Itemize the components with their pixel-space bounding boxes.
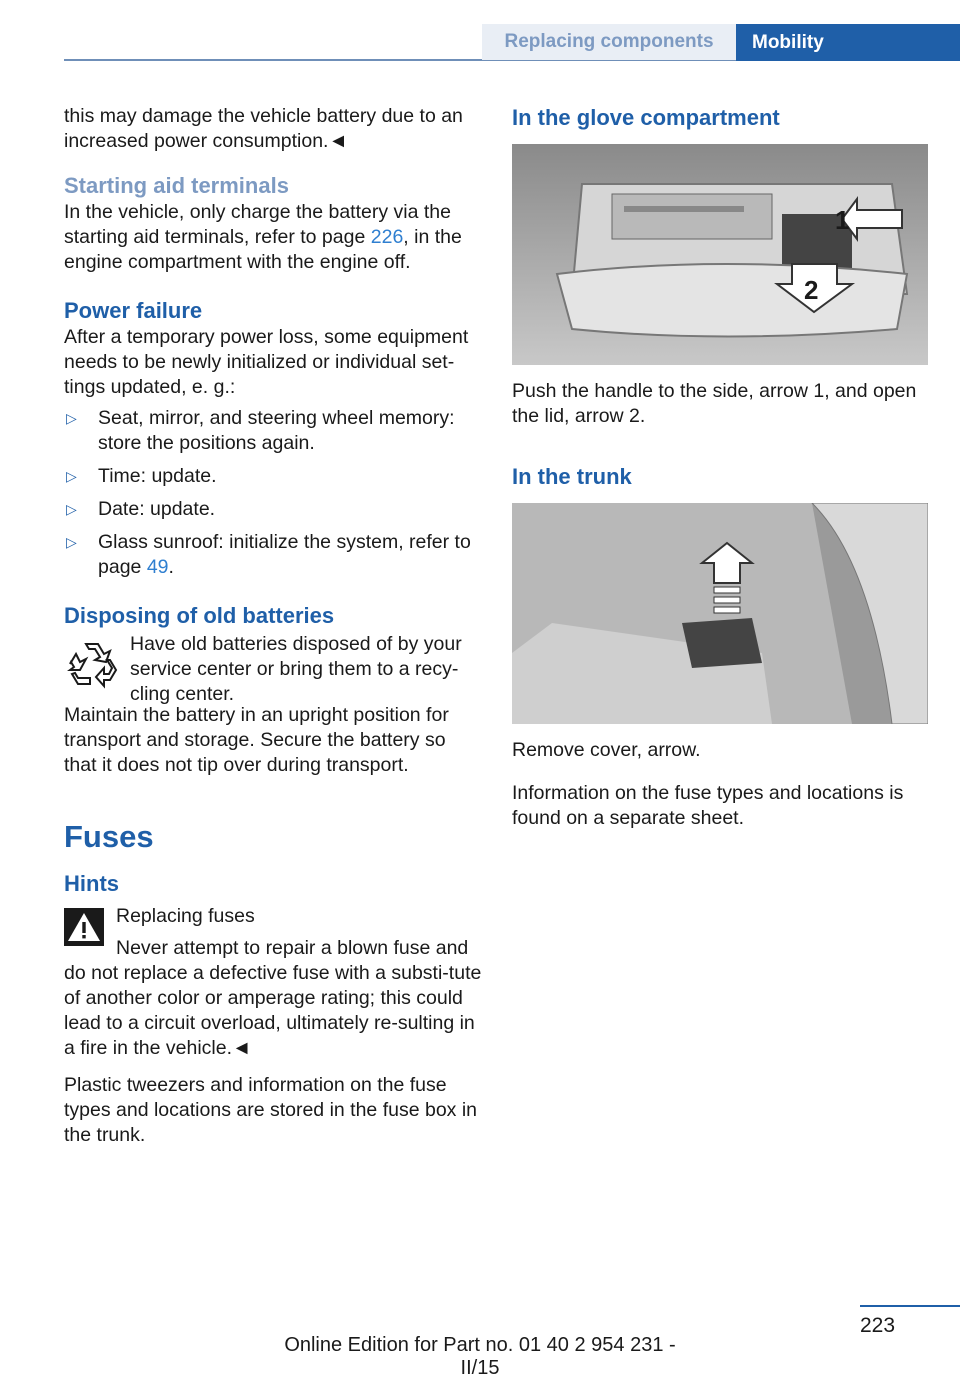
triangle-bullet-icon: ▷ <box>66 410 77 426</box>
recycling-icon <box>64 636 120 692</box>
list-item <box>64 497 482 522</box>
trunk-heading: In the trunk <box>512 464 632 489</box>
list-item <box>64 464 482 489</box>
warning-text <box>64 936 482 1061</box>
warning-text-body: Never attempt to repair a blown fuse and do not replace a defective fuse with a substi-tute of another color or amperage rating; this could lead to a circuit overload, ultimately re-sulting in a fire in the vehicle.◄ <box>64 937 482 1059</box>
list-item-text: Time: update. <box>98 465 217 487</box>
page-link-226[interactable]: 226 <box>370 226 404 248</box>
warning-title: Replacing fuses <box>116 905 255 927</box>
header-section-tab: Replacing components <box>482 24 736 60</box>
trunk-info: Information on the fuse types and locations is found on a separate sheet. <box>512 782 904 829</box>
warning-icon <box>64 908 104 946</box>
footer-rule <box>860 1305 960 1307</box>
power-failure-heading: Power failure <box>64 298 203 323</box>
glove-compartment-photo <box>512 144 928 365</box>
triangle-bullet-icon: ▷ <box>66 468 77 484</box>
arrow-2-label: 2 <box>804 275 819 305</box>
triangle-bullet-icon: ▷ <box>66 501 77 517</box>
hints-paragraph: Plastic tweezers and information on the fuse types and locations are stored in the fuse box in the trunk. <box>64 1074 478 1146</box>
recycling-text: Have old batteries disposed of by your service center or bring them to a recy-cling center. <box>130 633 462 705</box>
list-item <box>64 530 482 580</box>
power-failure-list <box>64 406 482 580</box>
glove-caption: Push the handle to the side, arrow 1, and open the lid, arrow 2. <box>512 380 917 427</box>
page-number: 223 <box>860 1314 896 1337</box>
intro-paragraph: this may damage the vehicle battery due to an increased power consumption.◄ <box>64 105 463 152</box>
trunk-photo <box>512 503 928 724</box>
list-item <box>64 406 482 456</box>
starting-aid-paragraph <box>64 200 482 275</box>
glove-heading: In the glove compartment <box>512 105 780 130</box>
triangle-bullet-icon: ▷ <box>66 534 77 550</box>
recycling-note <box>64 632 482 707</box>
left-column <box>64 104 482 1148</box>
arrow-1-label: 1 <box>835 205 850 235</box>
hints-heading: Hints <box>64 871 119 896</box>
edition-line: Online Edition for Part no. 01 40 2 954 231 - II/15 <box>284 1334 676 1379</box>
warning-note <box>64 904 482 929</box>
page-link-49[interactable]: 49 <box>146 556 169 578</box>
list-item-text: Seat, mirror, and steering wheel memory: store the positions again. <box>98 407 455 454</box>
trunk-caption: Remove cover, arrow. <box>512 739 701 761</box>
list-item-text: Date: update. <box>98 498 216 520</box>
starting-aid-text: In the vehicle, only charge the battery via the starting aid terminals, refer to page <box>64 201 451 248</box>
list-item-text-after: . <box>168 556 174 578</box>
list-item-text: Glass sunroof: initialize the system, refer to page <box>98 531 471 578</box>
starting-aid-heading: Starting aid terminals <box>64 173 289 198</box>
fuses-title: Fuses <box>64 819 154 854</box>
disposing-heading: Disposing of old batteries <box>64 603 335 628</box>
header-chapter-tab: Mobility <box>736 24 960 61</box>
right-column <box>512 104 928 831</box>
power-failure-paragraph: After a temporary power loss, some equipment needs to be newly initialized or individual set-tings updated, e. g.: <box>64 326 469 398</box>
starting-aid-text-after: , in the engine compartment with the engine off. <box>64 226 462 273</box>
disposing-paragraph: Maintain the battery in an upright position for transport and storage. Secure the battery so that it does not tip over during transport. <box>64 704 449 776</box>
